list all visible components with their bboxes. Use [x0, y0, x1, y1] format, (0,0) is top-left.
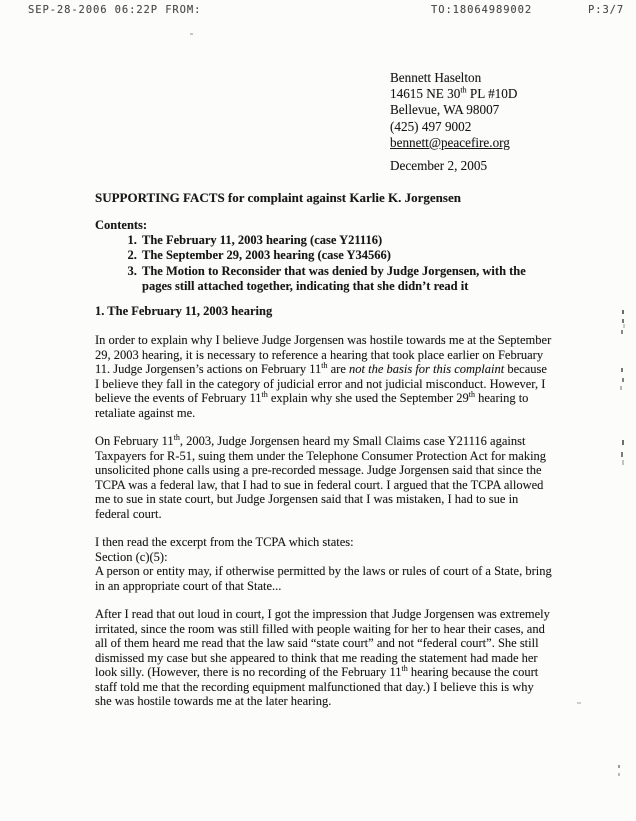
superscript-th: th: [321, 360, 328, 370]
text-segment: After I read that out loud in court, I got the impression that Judge Jorgensen was extremely irritated, since the room was still filled with people waiting for her to hear their cases, and all of them heard me read that the law said “state court” and not “federal court”. She still dismissed my case but she appeared to think that me reading the statement had made her look silly. (However, there is no recording of the February 11: [95, 607, 550, 680]
scan-artifact: [577, 702, 581, 704]
text-segment: In order to explain why I believe Judge Jorgensen was hostile towards me at the September 29, 2003 hearing, it is necessary to reference a hearing that took place earlier on February 11. Judge Jorgensen’s actions on February 11: [95, 333, 552, 377]
contents-item-1: 1. The February 11, 2003 hearing (case Y21116): [140, 233, 553, 248]
contents-list: [95, 233, 553, 294]
superscript-th: th: [468, 389, 475, 399]
text-segment: On February 11: [95, 434, 174, 449]
superscript-th: th: [460, 85, 467, 95]
document-title: SUPPORTING FACTS for complaint against Karlie K. Jorgensen: [95, 190, 461, 206]
quote-statute-text: A person or entity may, if otherwise permitted by the laws or rules of court of a State, bring in an appropriate court of that State...: [95, 564, 552, 593]
contents-label: Contents:: [95, 218, 148, 233]
quote-section-line: Section (c)(5):: [95, 549, 168, 564]
scan-artifact: [621, 368, 623, 372]
sender-city: Bellevue, WA 98007: [390, 102, 500, 118]
superscript-th: th: [173, 432, 180, 442]
text-segment: are: [327, 362, 349, 377]
sender-street: [390, 86, 553, 102]
quote-intro-line: I then read the excerpt from the TCPA which states:: [95, 535, 354, 550]
paragraph-1: [95, 333, 553, 420]
text-segment: PL #10D: [466, 86, 518, 102]
scan-artifact: [622, 440, 624, 445]
text-segment: 14615 NE 30: [390, 86, 461, 102]
fax-header-page-count: P:3/7: [588, 4, 625, 16]
letter-date: December 2, 2005: [390, 158, 488, 174]
superscript-th: th: [401, 663, 408, 673]
section-heading: 1. The February 11, 2003 hearing: [95, 304, 273, 319]
text-segment: , 2003, Judge Jorgensen heard my Small Claims case Y21116 against Taxpayers for R-51, suing them under the Telephone Consumer Protection Act for making unsolicited phone calls using a pre-recorded message. Judge Jorgensen said that since the TCPA was a federal law, that I had to sue in federal court. I argued that the TCPA allowed me to sue in state court, but Judge Jorgensen said that I was mistaken, I had to sue in federal court.: [95, 434, 547, 521]
sender-block: [390, 70, 553, 174]
tcpa-excerpt: [95, 535, 553, 593]
fax-header-from-timestamp: SEP-28-2006 06:22P FROM:: [28, 4, 202, 16]
paragraph-2: [95, 434, 553, 521]
sender-phone: (425) 497 9002: [390, 118, 472, 134]
sender-email: bennett@peacefire.org: [390, 134, 510, 150]
text-segment: hearing to retaliate against me.: [95, 391, 529, 420]
scan-artifact: [622, 310, 624, 314]
scan-artifact: [618, 765, 620, 768]
contents-item-2: 2. The September 29, 2003 hearing (case Y34566): [140, 248, 553, 263]
scan-artifact: [190, 33, 193, 35]
text-segment: because I believe they fall in the category of judicial error and not judicial misconduct. However, I believe the events of February 11: [95, 362, 547, 406]
paragraph-3: [95, 607, 553, 709]
letter-content: [95, 0, 553, 709]
sender-name: Bennett Haselton: [390, 70, 482, 85]
fax-header-to-number: TO:18064989002: [431, 4, 533, 16]
text-segment: hearing because the court staff told me that the recording equipment malfunctioned that day.) I believe this is why she was hostile towards me at the later hearing.: [95, 665, 539, 709]
italic-phrase: not the basis for this complaint: [349, 362, 505, 377]
text-segment: explain why she used the September 29: [267, 391, 469, 406]
superscript-th: th: [261, 389, 268, 399]
contents-item-3: 3. The Motion to Reconsider that was denied by Judge Jorgensen, with the pages still attached together, indicating that she didn’t read it: [140, 264, 553, 294]
